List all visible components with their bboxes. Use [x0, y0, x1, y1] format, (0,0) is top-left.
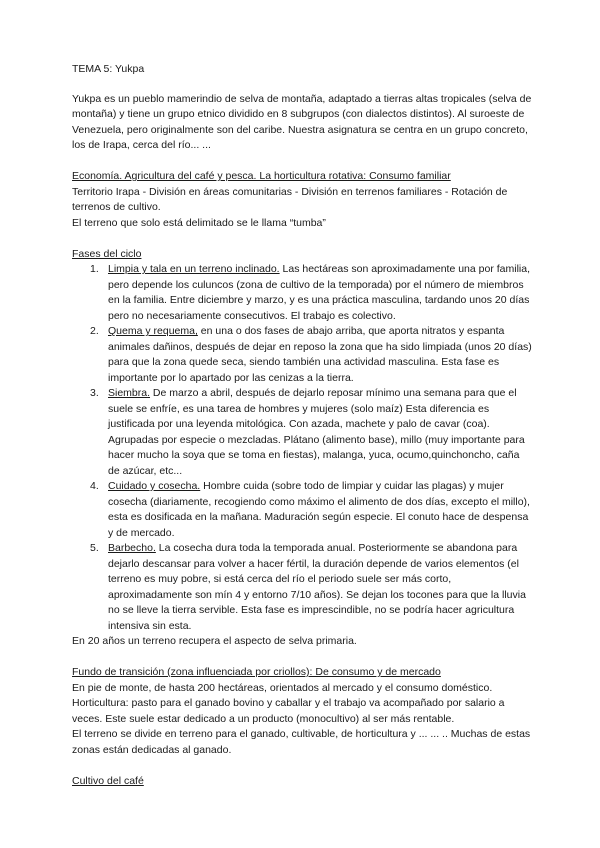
phase-text: Hombre cuida (sobre todo de limpiar y cuidar las plagas) y mujer cosecha (diariamente, recogiendo como máximo el alimento de dos días, excepto el millo), esta es dosificada en la mañana. Maduración según especie. El conuto hace de despensa y de mercado.: [108, 480, 530, 539]
phase-text: La cosecha dura toda la temporada anual. Posteriormente se abandona para dejarlo descansar para volver a hacer fértil, la duración depende de varios elementos (el terreno es muy pobre, si está cerca del río el periodo suele ser más corto, aproximadamente son mín 4 y entorno 7/10 años). Se dejan los tocones para que la lluvia no se lleve la tierra servible. Esta fase es imprescindible, no se podría hacer agricultura intensiva sin esta.: [108, 542, 526, 632]
phase-text: en una o dos fases de abajo arriba, que aporta nitratos y espanta animales dañinos, después de dejar en reposo la zona que ha sido limpiada (unos 20 días) para que la zona quede seca, siendo también una actividad masculina. Esta fase es importante por lo apartado por las cenizas a la tierra.: [108, 325, 532, 384]
transition-heading: Fundo de transición (zona influenciada por criollos): De consumo y de mercado: [72, 666, 441, 678]
coffee-heading: Cultivo del café: [72, 774, 144, 787]
intro-paragraph: Yukpa es un pueblo mamerindio de selva de montaña, adaptado a tierras altas tropicales (selva de montaña) y tiene un grupo etnico dividido en 8 subgrupos (con dialectos distintos). Al suroeste de Venezuela, pero originalmente son del caribe. Nuestra asignatura se centra en un grupo concreto, los de Irapa, cerca del río... ...: [72, 92, 532, 151]
transition-section: [72, 665, 532, 758]
economy-heading: Economía. Agricultura del café y pesca. La horticultura rotativa: Consumo familiar: [72, 170, 451, 182]
transition-line: En pie de monte, de hasta 200 hectáreas, orientados al mercado y el consumo doméstico.: [72, 681, 493, 694]
economy-line: Territorio Irapa - División en áreas comunitarias - División en terrenos familiares - Rotación de terrenos de cultivo.: [72, 185, 508, 213]
phase-text: De marzo a abril, después de dejarlo reposar mínimo una semana para que el suele se enfríe, es una tarea de hombres y mujeres (solo maíz) Esta diferencia es justificada por una leyenda mitológica. Con azada, machete y palo de cavar (coa). Agrupadas por especie o mezcladas. Plátano (alimento base), millo (muy importante para hacer mucho la soya que se toma en fiestas), malanga, yuca, ocumo,quinchoncho, caña de azúcar, etc...: [108, 387, 525, 477]
phase-number: 1.: [90, 263, 99, 275]
phase-lead: Barbecho.: [108, 542, 156, 554]
phase-lead: Quema y requema,: [108, 325, 198, 337]
economy-line: El terreno que solo está delimitado se le llama “tumba”: [72, 216, 326, 229]
transition-line: Horticultura: pasto para el ganado bovino y caballar y el trabajo va acompañado por salario a veces. Este suele estar dedicado a un producto (monocultivo) al ser más rentable.: [72, 697, 505, 725]
phases-conclusion: En 20 años un terreno recupera el aspecto de selva primaria.: [72, 635, 357, 647]
phase-text: Las hectáreas son aproximadamente una por familia, pero depende los culuncos (zona de cultivo de la temporada) por el número de miembros en la familia. Entre diciembre y marzo, y es una práctica masculina, tardando unos 20 días pero no necesariamente consecutivos. El trabajo es colectivo.: [108, 263, 530, 322]
phase-number: 2.: [90, 325, 99, 337]
phase-lead: Cuidado y cosecha.: [108, 480, 201, 492]
phase-number: 4.: [90, 480, 99, 492]
phase-number: 5.: [90, 542, 99, 554]
phase-item: [90, 386, 532, 479]
phase-lead: Siembra.: [108, 387, 151, 399]
phases-heading: Fases del ciclo: [72, 247, 142, 260]
phase-lead: Limpia y tala en un terreno inclinado.: [108, 263, 280, 275]
phase-item: [90, 262, 532, 324]
transition-line: El terreno se divide en terreno para el ganado, cultivable, de horticultura y ... ... .. Muchas de estas zonas están dedicadas al ganado.: [72, 728, 531, 756]
phase-item: [90, 541, 532, 634]
document-page: [72, 62, 532, 789]
economy-section: [72, 169, 532, 231]
phases-list: [72, 262, 532, 634]
phases-section: [72, 247, 532, 650]
phase-item: [90, 324, 532, 386]
document-title: TEMA 5: Yukpa: [72, 63, 145, 75]
phase-number: 3.: [90, 387, 99, 399]
phase-item: [90, 479, 532, 541]
coffee-section: [72, 774, 532, 790]
